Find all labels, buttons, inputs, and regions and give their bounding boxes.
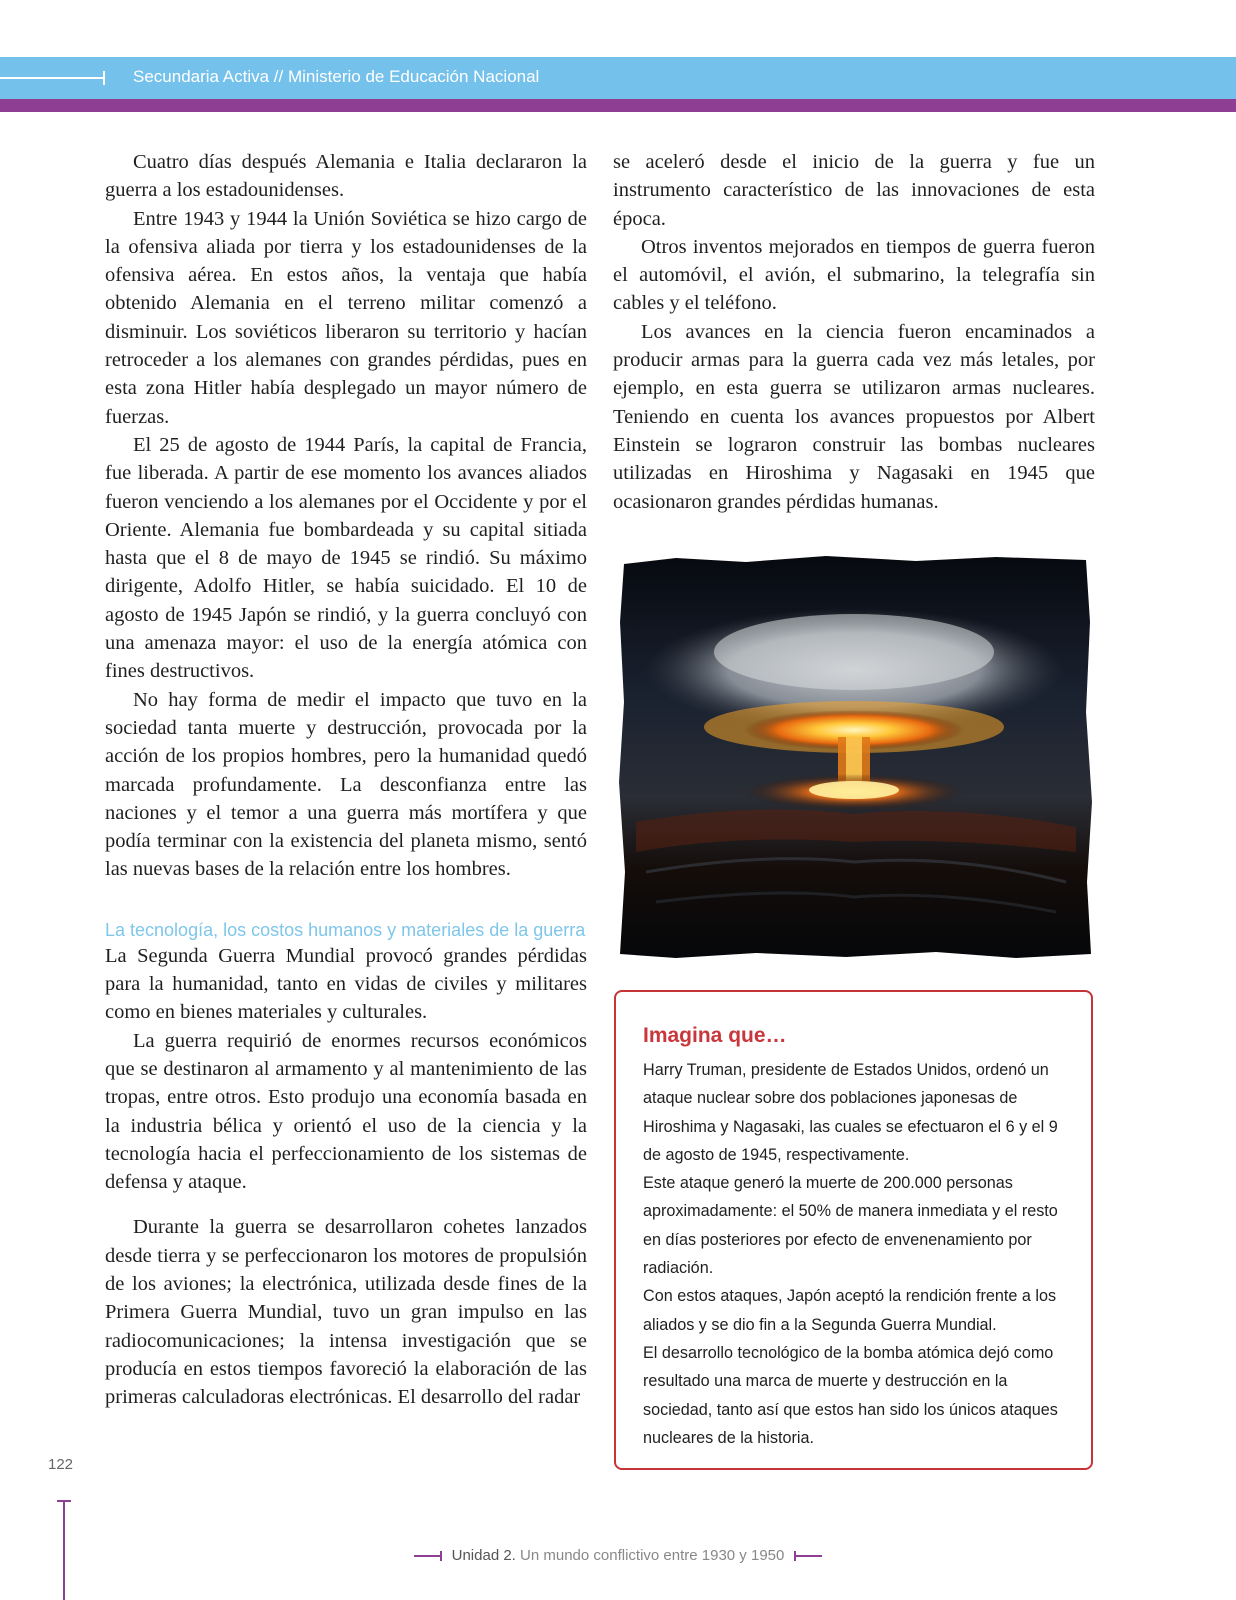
paragraph: Harry Truman, presidente de Estados Unidos, ordenó un ataque nuclear sobre dos poblaciones japonesas de Hiroshima y Nagasaki, las cuales se efectuaron el 6 y el 9 de agosto de 1945, respectivamente. xyxy=(643,1061,1058,1164)
header-accent-stripe xyxy=(0,99,1236,112)
paragraph: Entre 1943 y 1944 la Unión Soviética se hizo cargo de la ofensiva aliada por tierra y los estadounidenses de la ofensiva aérea. En estos años, la ventaja que había obtenido Alemania en el terreno militar comenzó a disminuir. Los soviéticos liberaron su territorio y hacían retroceder a los alemanes con grandes pérdidas, pues en esta zona Hitler había desplegado un mayor número de fuerzas. xyxy=(105,207,587,428)
right-column xyxy=(613,148,1095,516)
imagine-box-title: Imagina que… xyxy=(643,1024,787,1047)
paragraph: No hay forma de medir el impacto que tuvo en la sociedad tanta muerte y destrucción, provocada por la acción de los propios hombres, pero la humanidad quedó marcada profundamente. La desconfianza entre las naciones y el temor a una guerra más mortífera y que podía terminar con la existencia del planeta mismo, sentó las nuevas bases de la relación entre los hombres. xyxy=(105,688,587,881)
paragraph: Cuatro días después Alemania e Italia declararon la guerra a los estadounidenses. xyxy=(105,151,587,202)
paragraph: Durante la guerra se desarrollaron cohetes lanzados desde tierra y se perfeccionaron los motores de propulsión de los aviones; la electrónica, utilizada desde fines de la Primera Guerra Mundial, tuvo un gran impulso en las radiocomunicaciones; la intensa investigación que se producía en estos tiempos favoreció la elaboración de las primeras calculadoras electrónicas. El desarrollo del radar xyxy=(105,1216,587,1409)
header-rule-tick xyxy=(103,71,105,85)
footer-rule-right xyxy=(796,1555,822,1557)
footer-rule-left xyxy=(414,1555,440,1557)
header-title: Secundaria Activa // Ministerio de Educación Nacional xyxy=(133,67,540,86)
margin-rule-tick xyxy=(57,1500,71,1502)
footer xyxy=(0,1547,1236,1564)
paragraph: Los avances en la ciencia fueron encaminados a producir armas para la guerra cada vez más letales, por ejemplo, en esta guerra se utilizaron armas nucleares. Teniendo en cuenta los avances propuestos por Albert Einstein se lograron construir las bombas nucleares utilizadas en Hiroshima y Nagasaki en 1945 que ocasionaron grandes pérdidas humanas. xyxy=(613,320,1095,513)
paragraph: Otros inventos mejorados en tiempos de guerra fueron el automóvil, el avión, el submarino, la telegrafía sin cables y el teléfono. xyxy=(613,235,1095,315)
section-heading: La tecnología, los costos humanos y materiales de la guerra xyxy=(105,919,586,940)
left-column xyxy=(105,148,587,1411)
imagine-box-body xyxy=(643,1056,1073,1452)
imagine-box xyxy=(614,990,1093,1470)
header-rule xyxy=(0,77,105,79)
paragraph: Con estos ataques, Japón aceptó la rendición frente a los aliados y se dio fin a la Segunda Guerra Mundial. xyxy=(643,1287,1057,1334)
atomic-explosion-photo xyxy=(616,552,1094,962)
paragraph: se aceleró desde el inicio de la guerra y fue un instrumento característico de las innovaciones de esta época. xyxy=(613,151,1095,230)
page-number: 122 xyxy=(48,1456,74,1473)
footer-unit-title: Un mundo conflictivo entre 1930 y 1950 xyxy=(520,1547,785,1564)
paragraph: La guerra requirió de enormes recursos económicos que se destinaron al armamento y al mantenimiento de las tropas, entre otros. Esto produjo una economía basada en la industria bélica y orientó el uso de la ciencia y la tecnología hacia el perfeccionamiento de los sistemas de defensa y ataque. xyxy=(105,1029,587,1194)
paragraph: El 25 de agosto de 1944 París, la capital de Francia, fue liberada. A partir de ese momento los avances aliados fueron venciendo a los alemanes por el Occidente y por el Oriente. Alemania fue bombardeada y su capital sitiada hasta que el 8 de mayo de 1945 se rindió. Su máximo dirigente, Adolfo Hitler, se había suicidado. El 10 de agosto de 1945 Japón se rindió, y la guerra concluyó con una amenaza mayor: el uso de la energía atómica con fines destructivos. xyxy=(105,433,587,683)
paragraph: La Segunda Guerra Mundial provocó grandes pérdidas para la humanidad, tanto en vidas de civiles y militares como en bienes materiales y culturales. xyxy=(105,944,587,1024)
footer-unit-label: Unidad 2. xyxy=(451,1547,516,1564)
paragraph: Este ataque generó la muerte de 200.000 personas aproximadamente: el 50% de manera inmediata y el resto en días posteriores por efecto de envenenamiento por radiación. xyxy=(643,1174,1058,1278)
paragraph: El desarrollo tecnológico de la bomba atómica dejó como resultado una marca de muerte y destrucción en la sociedad, tanto así que estos han sido los únicos ataques nucleares de la historia. xyxy=(643,1343,1058,1447)
footer-rule-left-tick xyxy=(440,1551,442,1561)
